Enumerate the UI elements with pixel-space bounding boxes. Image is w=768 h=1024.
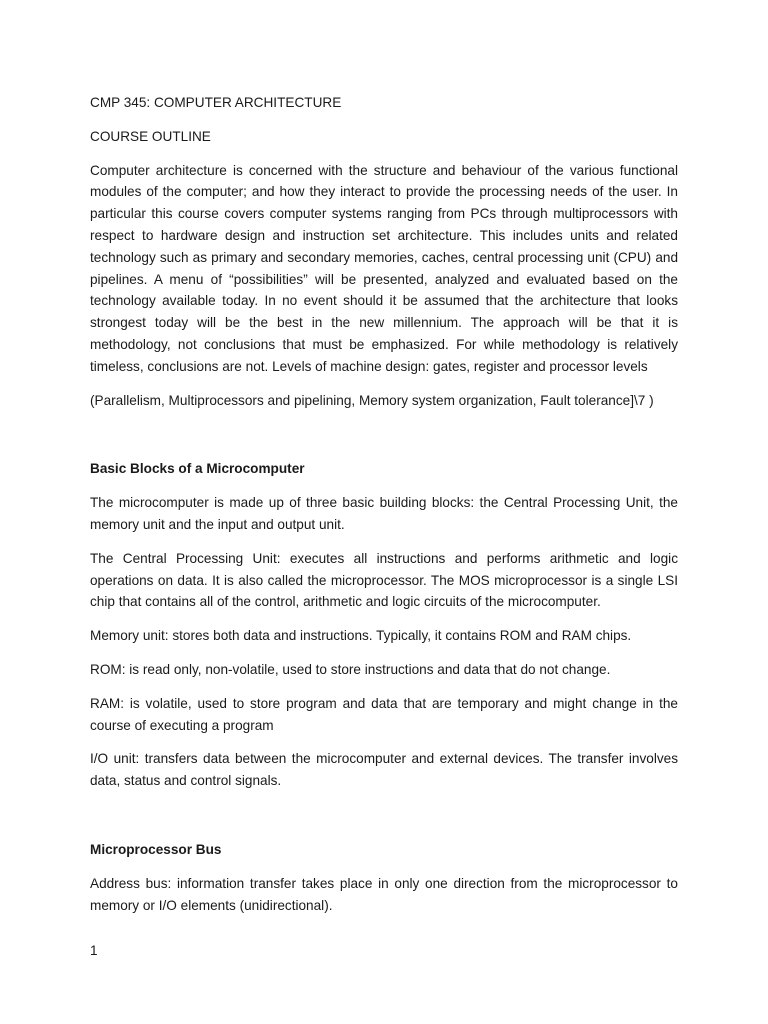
intro-paragraph: Computer architecture is concerned with the structure and behaviour of the various functional modules of the computer; and how they interact to provide the processing needs of the user. In particular this course covers computer systems ranging from PCs through multiprocessors with respect to hardware design and instruction set architecture. This includes units and related technology such as primary and secondary memories, caches, central processing unit (CPU) and pipelines. A menu of “possibilities” will be presented, analyzed and evaluated based on the technology available today. In no event should it be assumed that the architecture that looks strongest today will be the best in the new millennium. The approach will be that it is methodology, not conclusions that must be emphasized. For while methodology is relatively timeless, conclusions are not. Levels of machine design: gates, register and processor levels: [90, 162, 678, 374]
paragraph-address-bus: Address bus: information transfer takes place in only one direction from the microprocessor to memory or I/O elements (unidirectional).: [90, 875, 678, 913]
page-number: 1: [90, 943, 98, 958]
document-page: [90, 92, 678, 928]
paragraph-ram: RAM: is volatile, used to store program and data that are temporary and might change in the course of executing a program: [90, 695, 678, 733]
topics-line: (Parallelism, Multiprocessors and pipelining, Memory system organization, Fault tolerance]\7 ): [90, 392, 654, 408]
paragraph-building-blocks: The microcomputer is made up of three basic building blocks: the Central Processing Unit, the memory unit and the input and output unit.: [90, 495, 678, 532]
section-heading-basic-blocks: Basic Blocks of a Microcomputer: [90, 461, 305, 477]
section-spacer: [90, 423, 678, 458]
section-spacer: [90, 804, 678, 839]
paragraph-rom: ROM: is read only, non-volatile, used to store instructions and data that do not change.: [90, 661, 611, 677]
outline-heading: COURSE OUTLINE: [90, 128, 211, 144]
paragraph-cpu: The Central Processing Unit: executes all instructions and performs arithmetic and logic operations on data. It is also called the microprocessor. The MOS microprocessor is a single LSI chip that contains all of the control, arithmetic and logic circuits of the microcomputer.: [90, 550, 678, 610]
course-title: CMP 345: COMPUTER ARCHITECTURE: [90, 95, 342, 110]
paragraph-memory-unit: Memory unit: stores both data and instructions. Typically, it contains ROM and RAM chips.: [90, 628, 632, 644]
paragraph-io-unit: I/O unit: transfers data between the microcomputer and external devices. The transfer involves data, status and control signals.: [90, 751, 678, 789]
section-heading-microprocessor-bus: Microprocessor Bus: [90, 841, 222, 857]
